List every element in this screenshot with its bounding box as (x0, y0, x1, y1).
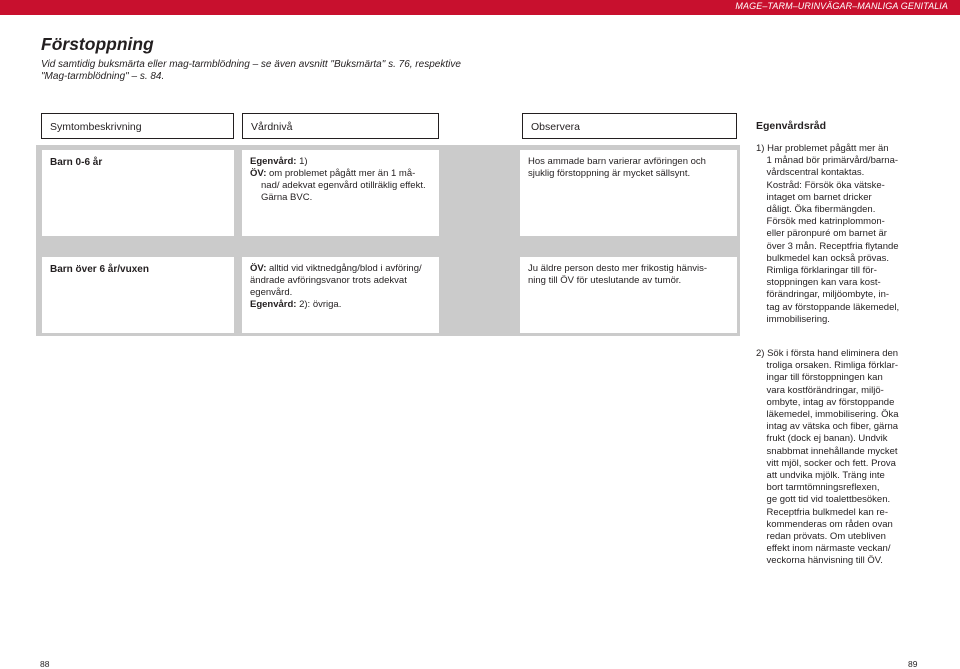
vardniva-label: ÖV: (250, 263, 267, 274)
section-header-bar (0, 0, 960, 15)
row-symptom-barn-0-6 (42, 150, 234, 236)
row-symptom-barn-over-6 (42, 257, 234, 333)
row-vardniva-barn-0-6 (242, 150, 439, 236)
egenvardsrad-line: bulkmedel kan också prövas. (756, 252, 890, 264)
column-header-observera: Observera (522, 113, 737, 139)
observera-line: ning till ÖV för uteslutande av tumör. (528, 275, 682, 286)
egenvardsrad-line: stoppningen kan vara kost- (756, 277, 881, 289)
egenvardsrad-line: Receptfria bulkmedel kan re- (756, 506, 889, 518)
vardniva-text: Gärna BVC. (261, 192, 313, 203)
vardniva-text: 2): övriga. (296, 299, 342, 310)
egenvardsrad-line: Kostråd: Försök öka vätske- (756, 179, 885, 191)
egenvardsrad-line: vitt mjöl, socker och fett. Prova (756, 457, 896, 469)
symptom-label: Barn 0-6 år (50, 157, 103, 168)
vardniva-line (250, 263, 431, 275)
vardniva-label: Egenvård: (250, 299, 297, 310)
egenvardsrad-line: effekt inom närmaste veckan/ (756, 543, 891, 555)
vardniva-line (250, 168, 431, 180)
page-subtitle (41, 59, 461, 83)
egenvardsrad-2 (756, 348, 956, 568)
egenvardsrad-line: snabbmat innehållande mycket (756, 445, 898, 457)
row-vardniva-barn-over-6 (242, 257, 439, 333)
egenvardsrad-line: Rimliga förklaringar till för- (756, 265, 877, 277)
egenvardsrad-line: ombyte, intag av förstoppande (756, 396, 895, 408)
egenvardsrad-line: vårdscentral kontaktas. (756, 167, 865, 179)
column-header-vardniva: Vårdnivå (242, 113, 439, 139)
observera-line: Ju äldre person desto mer frikostig hänvis- (528, 263, 707, 274)
egenvardsrad-line: över 3 mån. Receptfria flytande (756, 240, 899, 252)
page-title: Förstoppning (41, 34, 154, 54)
egenvardsrad-line: 1 månad bör primärvård/barna- (756, 155, 899, 167)
page-number-right: 89 (908, 659, 918, 669)
row-observera-barn-0-6 (520, 150, 737, 236)
vardniva-line (250, 287, 431, 299)
column-header-symtom: Symtombeskrivning (41, 113, 234, 139)
vardniva-line (250, 192, 431, 204)
egenvardsrad-line: intag av vätska och fiber, gärna (756, 421, 899, 433)
egenvardsrad-line: förändringar, miljöombyte, in- (756, 289, 890, 301)
egenvardsrad-line: 1) Har problemet pågått mer än (756, 143, 889, 154)
observera-line: sjuklig förstoppning är mycket sällsynt. (528, 168, 691, 179)
vardniva-text: nad/ adekvat egenvård otillräklig effekt. (261, 180, 426, 191)
egenvardsrad-line: intaget om barnet dricker (756, 191, 872, 203)
vardniva-label: Egenvård: (250, 156, 297, 167)
vardniva-line (250, 299, 431, 311)
egenvardsrad-line: att undvika mjölk. Träng inte (756, 470, 885, 482)
egenvardsrad-1 (756, 143, 956, 326)
egenvardsrad-line: Försök med katrinplommon- (756, 216, 885, 228)
egenvardsrad-line: ge gott tid vid toalettbesöken. (756, 494, 891, 506)
vardniva-text: alltid vid viktnedgång/blod i avföring/ (266, 263, 422, 274)
egenvardsrad-line: eller päronpuré om barnet är (756, 228, 887, 240)
row-observera-barn-over-6 (520, 257, 737, 333)
page-number-left: 88 (40, 659, 50, 669)
egenvardsrad-line: dåligt. Öka fibermängden. (756, 204, 876, 216)
vardniva-line (250, 275, 431, 287)
symptom-label: Barn över 6 år/vuxen (50, 264, 149, 275)
egenvardsrad-line: läkemedel, immobilisering. Öka (756, 409, 899, 421)
vardniva-label: ÖV: (250, 168, 267, 179)
egenvardsrad-line: tag av förstoppande läkemedel, (756, 301, 900, 313)
vardniva-line (250, 156, 431, 168)
egenvardsrad-line: immobilisering. (756, 313, 830, 325)
subtitle-line: "Mag-tarmblödning" – s. 84. (41, 71, 165, 82)
column-header-egenvardsrad: Egenvårdsråd (756, 113, 946, 139)
vardniva-line (250, 180, 431, 192)
egenvardsrad-line: troliga orsaken. Rimliga förklar- (756, 360, 899, 372)
egenvardsrad-line: redan prövats. Om utebliven (756, 531, 886, 543)
subtitle-line: Vid samtidig buksmärta eller mag-tarmblödning – se även avsnitt "Buksmärta" s. 76, respektive (41, 59, 461, 70)
vardniva-text: om problemet pågått mer än 1 må- (266, 168, 416, 179)
egenvardsrad-line: frukt (dock ej banan). Undvik (756, 433, 888, 445)
egenvardsrad-line: 2) Sök i första hand eliminera den (756, 348, 899, 359)
vardniva-text: ändrade avföringsvanor trots adekvat (250, 275, 407, 286)
egenvardsrad-line: bort tarmtömningsreflexen, (756, 482, 880, 494)
egenvardsrad-line: vara kostförändringar, miljö- (756, 384, 884, 396)
section-header-text: MAGE–TARM–URINVÄGAR–MANLIGA GENITALIA (735, 1, 948, 11)
egenvardsrad-line: ingar till förstoppningen kan (756, 372, 883, 384)
vardniva-text: egenvård. (250, 287, 293, 298)
vardniva-text: 1) (296, 156, 308, 167)
egenvardsrad-line: veckorna hänvisning till ÖV. (756, 555, 883, 567)
observera-line: Hos ammade barn varierar avföringen och (528, 156, 706, 167)
egenvardsrad-line: kommenderas om råden ovan (756, 518, 893, 530)
